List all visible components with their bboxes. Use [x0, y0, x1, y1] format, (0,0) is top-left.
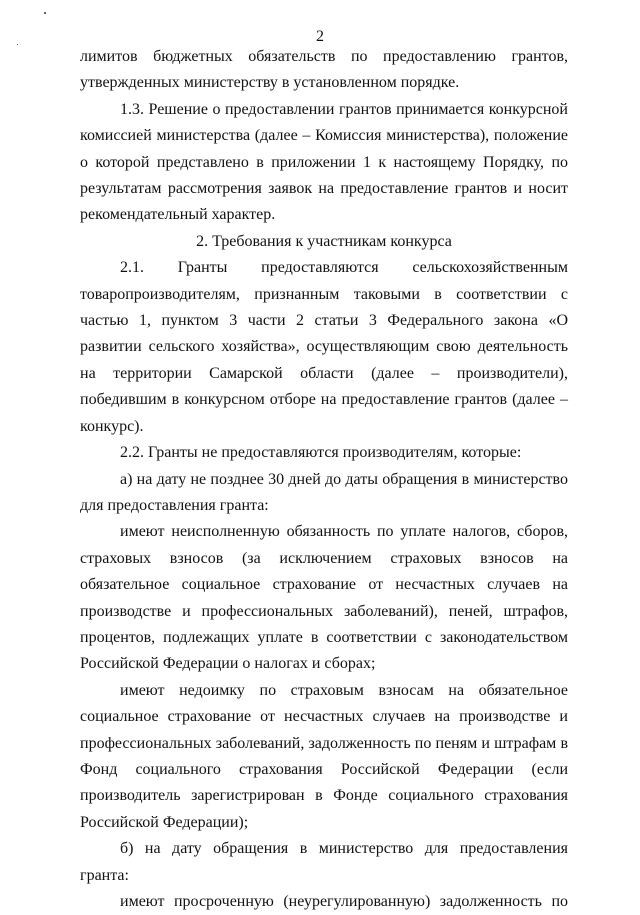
paragraph-2-1: 2.1. Гранты предоставляются сельскохозяйственным товаропроизводителям, признанным таковыми в соответствии с частью 1, пунктом 3 части 2 статьи 3 Федерального закона «О развитии сельского хозяйства», осуществляющим свою деятельность на территории Самарской области (далее – производители), победившим в конкурсном отборе на предоставление грантов (далее – конкурс).	[80, 259, 568, 435]
paragraph-overdue-debt: имеют просроченную (неурегулированную) задолженность по	[120, 893, 568, 910]
page-number: 2	[316, 28, 324, 45]
document-body	[80, 44, 568, 915]
paragraph-item-b: б) на дату обращения в министерство для предоставления гранта:	[80, 840, 568, 884]
paragraph-1-3: 1.3. Решение о предоставлении грантов принимается конкурсной комиссией министерства (далее – Комиссия министерства), положение о которой представлено в приложении 1 к настоящему Порядку, по результатам рассмотрения заявок на предоставление грантов и носит рекомендательный характер.	[80, 100, 568, 224]
paragraph-2-2: 2.2. Гранты не предоставляются производителям, которые:	[120, 444, 522, 462]
paragraph-arrears: имеют недоимку по страховым взносам на обязательное социальное страхование от несчастных случаев на производстве и профессиональных заболеваний, задолженность по пеням и штрафам в Фонд социального страхования Российской Федерации (если производитель зарегистрирован в Фонде социального страхования Российской Федерации);	[80, 681, 568, 831]
paragraph-limits: лимитов бюджетных обязательств по предоставлению грантов, утвержденных министерству в установленном порядке.	[80, 48, 568, 92]
scan-speck	[44, 12, 46, 14]
paragraph-item-a: а) на дату не позднее 30 дней до даты обращения в министерство для предоставления гранта:	[80, 470, 568, 514]
paragraph-taxes: имеют неисполненную обязанность по уплате налогов, сборов, страховых взносов (за исключением страховых взносов на обязательное социальное страхование от несчастных случаев на производстве и профессиональных заболеваний), пеней, штрафов, процентов, подлежащих уплате в соответствии с законодательством Российской Федерации о налогах и сборах;	[80, 523, 568, 673]
section-heading-2: 2. Требования к участникам конкурса	[196, 232, 452, 250]
